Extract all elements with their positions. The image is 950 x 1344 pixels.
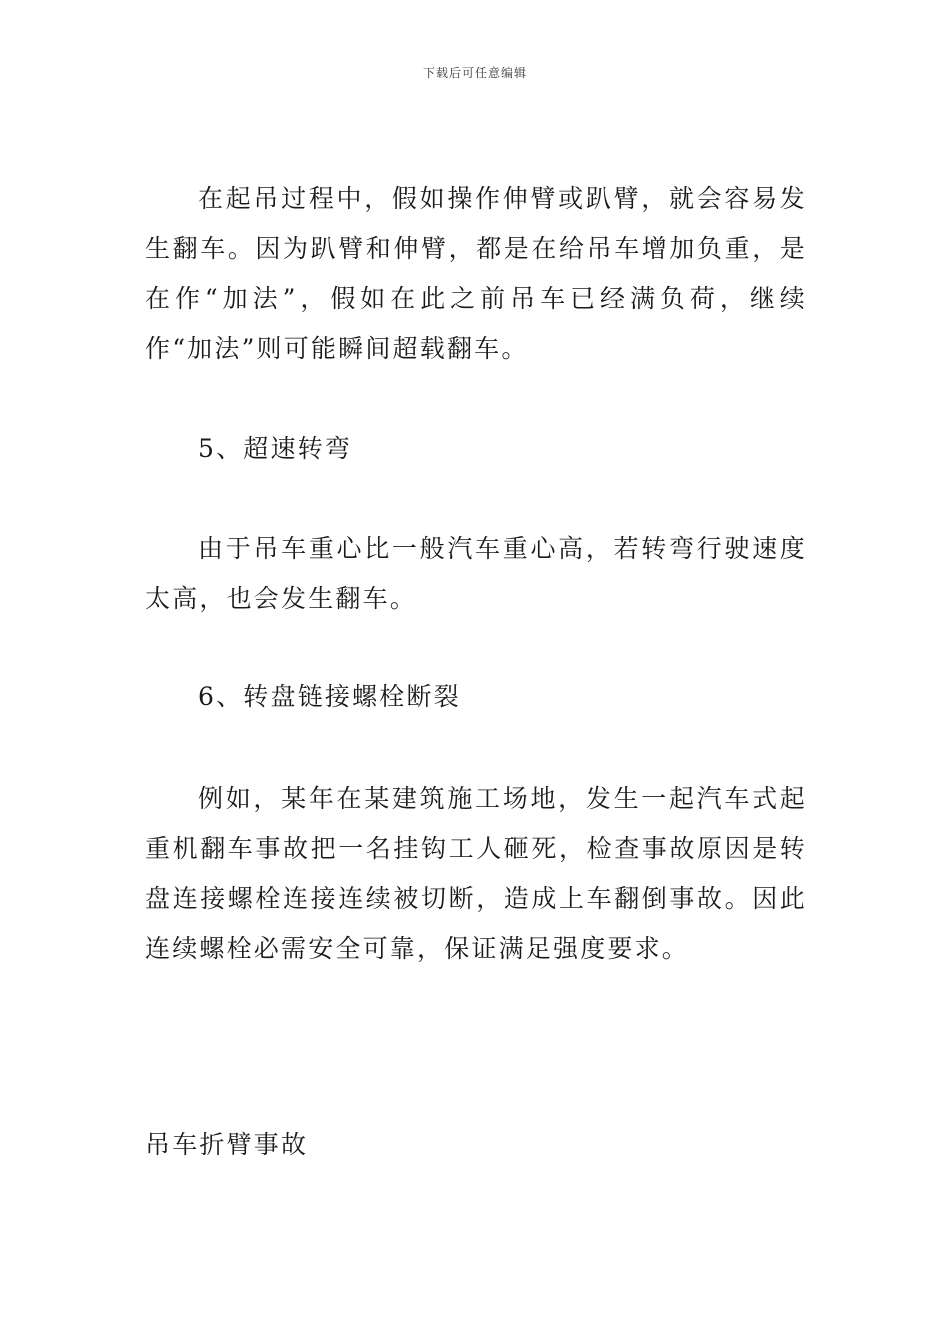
paragraph-lifting-overturn: 在起吊过程中，假如操作伸臂或趴臂，就会容易发生翻车。因为趴臂和伸臂，都是在给吊车增加负重，是在作“加法”，假如在此之前吊车已经满负荷，继续作“加法”则可能瞬间超载翻车。 [145,184,807,363]
header-note: 下载后可任意编辑 [422,66,527,80]
heading-overspeed-turning: 5、超速转弯 [198,434,353,463]
heading-turntable-bolt-fracture: 6、转盘链接螺栓断裂 [198,682,461,711]
paragraph-center-of-gravity: 由于吊车重心比一般汽车重心高，若转弯行驶速度太高，也会发生翻车。 [145,534,807,613]
section-heading-boom-fracture: 吊车折臂事故 [145,1130,309,1159]
paragraph-accident-example: 例如，某年在某建筑施工场地，发生一起汽车式起重机翻车事故把一名挂钩工人砸死，检查事故原因是转盘连接螺栓连接连续被切断，造成上车翻倒事故。因此连续螺栓必需安全可靠，保证满足强度要求。 [145,784,807,963]
